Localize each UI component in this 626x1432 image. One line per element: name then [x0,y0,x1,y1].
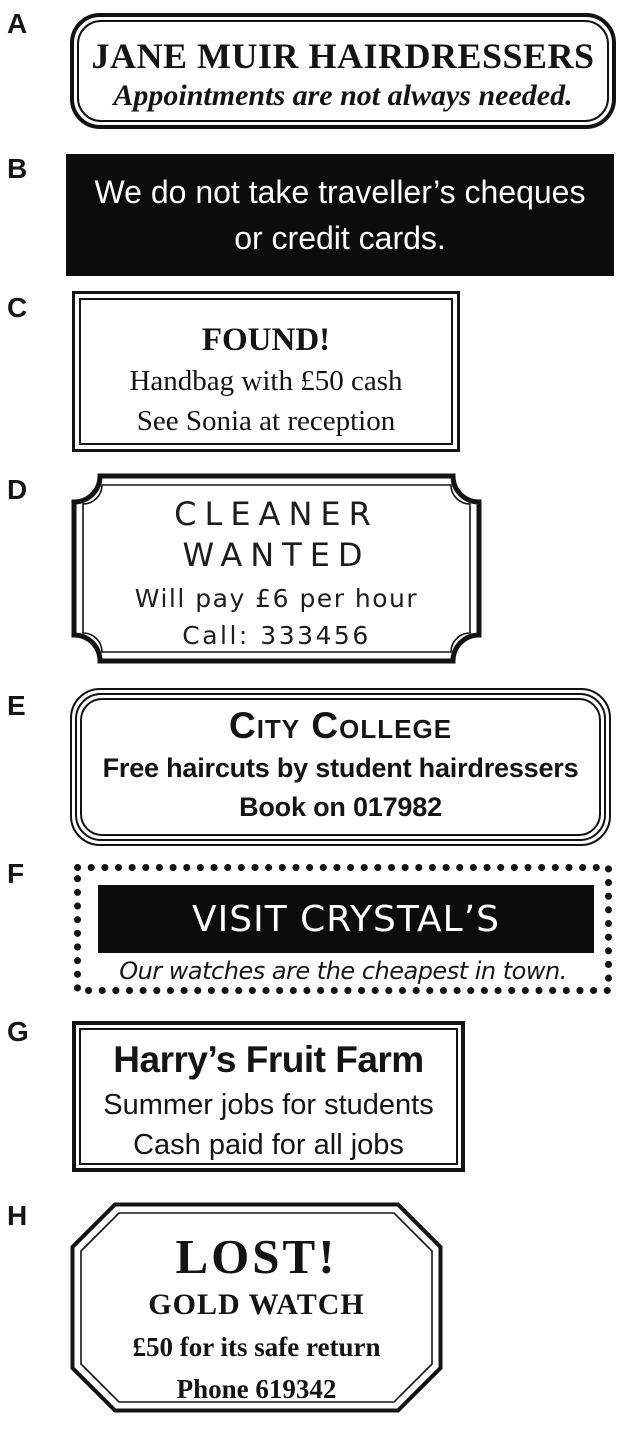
sign-d-line2: WANTED [182,536,371,574]
sign-d-line4: Call: 333456 [182,621,371,650]
sign-g-line3: Cash paid for all jobs [133,1129,404,1161]
sign-d-line1: CLEANER [174,495,379,533]
sign-f-banner [98,885,594,953]
sign-d-line3: Will pay £6 per hour [134,584,419,613]
sign-e-line2: Free haircuts by student hairdressers [102,753,579,783]
sign-c-title: FOUND! [201,322,331,358]
sign-e-line3: Book on 017982 [239,792,442,822]
sign-e-label: E [7,690,26,721]
sign-e-city-college [70,688,611,846]
sign-h-line3: £50 for its safe return [132,1332,381,1362]
sign-f-banner-text: VISIT CRYSTAL’S [191,898,500,940]
sign-b-no-cheques [66,154,614,276]
sign-g-title: Harry’s Fruit Farm [113,1039,424,1080]
sign-a-title: JANE MUIR HAIRDRESSERS [91,36,595,76]
sign-g-line2: Summer jobs for students [103,1089,434,1121]
sign-h-label: H [7,1200,28,1231]
sign-f-label: F [7,858,25,889]
sign-h-line2: GOLD WATCH [148,1288,365,1321]
sign-a-subtitle: Appointments are not always needed. [113,79,573,112]
sign-a-hairdressers [70,13,616,129]
sign-g-fruit-farm [72,1021,465,1172]
sign-c-found [72,291,460,452]
sign-b-line2: or credit cards. [234,220,446,256]
sign-d-label: D [7,474,28,505]
sign-c-line2: Handbag with £50 cash [129,365,403,397]
sign-d-cleaner-wanted [70,472,483,665]
sign-b-label: B [7,153,28,184]
sign-h-title: LOST! [175,1229,338,1284]
sign-f-subtitle: Our watches are the cheapest in town. [119,957,567,985]
sign-h-line4: Phone 619342 [176,1374,337,1404]
sign-c-line3: See Sonia at reception [136,405,396,437]
sign-a-label: A [7,8,28,39]
sign-h-lost-watch [70,1202,443,1413]
sign-g-label: G [7,1016,29,1047]
sign-b-line1: We do not take traveller’s cheques [94,174,586,210]
sign-f-crystals [68,858,618,1000]
sign-e-title: City College [228,705,453,746]
sign-c-label: C [7,292,28,323]
